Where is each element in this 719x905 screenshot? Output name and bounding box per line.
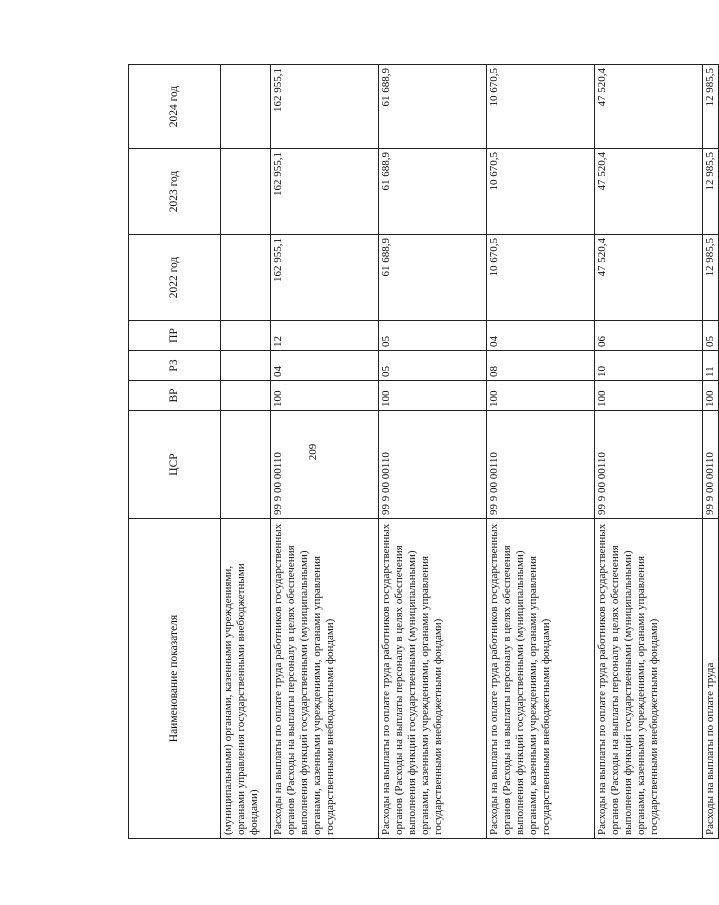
table-row bbox=[595, 65, 703, 839]
row-rz: 10 bbox=[595, 351, 703, 381]
row-rz: 11 bbox=[703, 351, 719, 381]
row-pr: 05 bbox=[703, 321, 719, 351]
row-pr: 04 bbox=[487, 321, 595, 351]
row-vr: 100 bbox=[703, 381, 719, 411]
row-pr: 06 bbox=[595, 321, 703, 351]
row-pr: 05 bbox=[379, 321, 487, 351]
row-2022: 61 688,9 bbox=[379, 235, 487, 321]
rotated-table-wrapper bbox=[128, 65, 716, 839]
table-row bbox=[271, 65, 379, 839]
header-row bbox=[129, 65, 221, 839]
row-2023: 162 955,1 bbox=[271, 149, 379, 235]
row-rz: 04 bbox=[271, 351, 379, 381]
row-name: Расходы на выплаты по оплате труда работников государственных органов (Расходы на выплаты персоналу в целях обеспечения выполнения функций государственными (муниципальными) органами, казенными учреждениями, органами управления государственными внебюджетными фондами) bbox=[379, 519, 487, 839]
header-name: Наименование показателя bbox=[129, 519, 221, 839]
row-2022: 12 985,5 bbox=[703, 235, 719, 321]
row-rz: 05 bbox=[379, 351, 487, 381]
row-csr: 99 9 00 00110 bbox=[595, 411, 703, 519]
row-2023: 47 520,4 bbox=[595, 149, 703, 235]
row-name: Расходы на выплаты по оплате труда работников государственных органов (Расходы на выплаты персоналу в целях обеспечения выполнения функций государственными (муниципальными) органами, казенными учреждениями, органами управления государственными внебюджетными фондами) bbox=[487, 519, 595, 839]
row-vr: 100 bbox=[595, 381, 703, 411]
empty-cell bbox=[221, 381, 271, 411]
header-2022: 2022 год bbox=[129, 235, 221, 321]
row-2022: 10 670,5 bbox=[487, 235, 595, 321]
row-csr: 99 9 00 00110 bbox=[487, 411, 595, 519]
row-name: Расходы на выплаты по оплате труда bbox=[703, 519, 719, 839]
empty-cell bbox=[221, 235, 271, 321]
header-2024: 2024 год bbox=[129, 65, 221, 149]
row-vr: 100 bbox=[487, 381, 595, 411]
row-vr: 100 bbox=[271, 381, 379, 411]
row-pr: 12 bbox=[271, 321, 379, 351]
empty-cell bbox=[221, 149, 271, 235]
row-2023: 12 985,5 bbox=[703, 149, 719, 235]
table-row bbox=[379, 65, 487, 839]
header-vr: ВР bbox=[129, 381, 221, 411]
table-row bbox=[703, 65, 719, 839]
table-row-continuation bbox=[221, 65, 271, 839]
row-2024: 10 670,5 bbox=[487, 65, 595, 149]
empty-cell bbox=[221, 411, 271, 519]
continuation-name: (муниципальными) органами, казенными учреждениями, органами управления государственными внебюджетными фондами) bbox=[221, 519, 271, 839]
row-name: Расходы на выплаты по оплате труда работников государственных органов (Расходы на выплаты персоналу в целях обеспечения выполнения функций государственными (муниципальными) органами, казенными учреждениями, органами управления государственными внебюджетными фондами) bbox=[595, 519, 703, 839]
header-csr: ЦСР bbox=[129, 411, 221, 519]
row-csr: 99 9 00 00110 bbox=[703, 411, 719, 519]
row-2024: 47 520,4 bbox=[595, 65, 703, 149]
row-2023: 61 688,9 bbox=[379, 149, 487, 235]
row-name: Расходы на выплаты по оплате труда работников государственных органов (Расходы на выплаты персоналу в целях обеспечения выполнения функций государственными (муниципальными) органами, казенными учреждениями, органами управления государственными внебюджетными фондами) bbox=[271, 519, 379, 839]
row-2022: 47 520,4 bbox=[595, 235, 703, 321]
row-vr: 100 bbox=[379, 381, 487, 411]
header-rz: РЗ bbox=[129, 351, 221, 381]
row-2024: 12 985,5 bbox=[703, 65, 719, 149]
header-2023: 2023 год bbox=[129, 149, 221, 235]
row-2023: 10 670,5 bbox=[487, 149, 595, 235]
empty-cell bbox=[221, 65, 271, 149]
budget-table bbox=[128, 64, 719, 839]
header-pr: ПР bbox=[129, 321, 221, 351]
row-csr: 99 9 00 00110 bbox=[379, 411, 487, 519]
table-row bbox=[487, 65, 595, 839]
empty-cell bbox=[221, 351, 271, 381]
row-2022: 162 955,1 bbox=[271, 235, 379, 321]
empty-cell bbox=[221, 321, 271, 351]
row-csr: 99 9 00 00110 bbox=[271, 411, 379, 519]
row-2024: 162 955,1 bbox=[271, 65, 379, 149]
row-2024: 61 688,9 bbox=[379, 65, 487, 149]
page-number: 209 bbox=[307, 443, 319, 461]
row-rz: 08 bbox=[487, 351, 595, 381]
